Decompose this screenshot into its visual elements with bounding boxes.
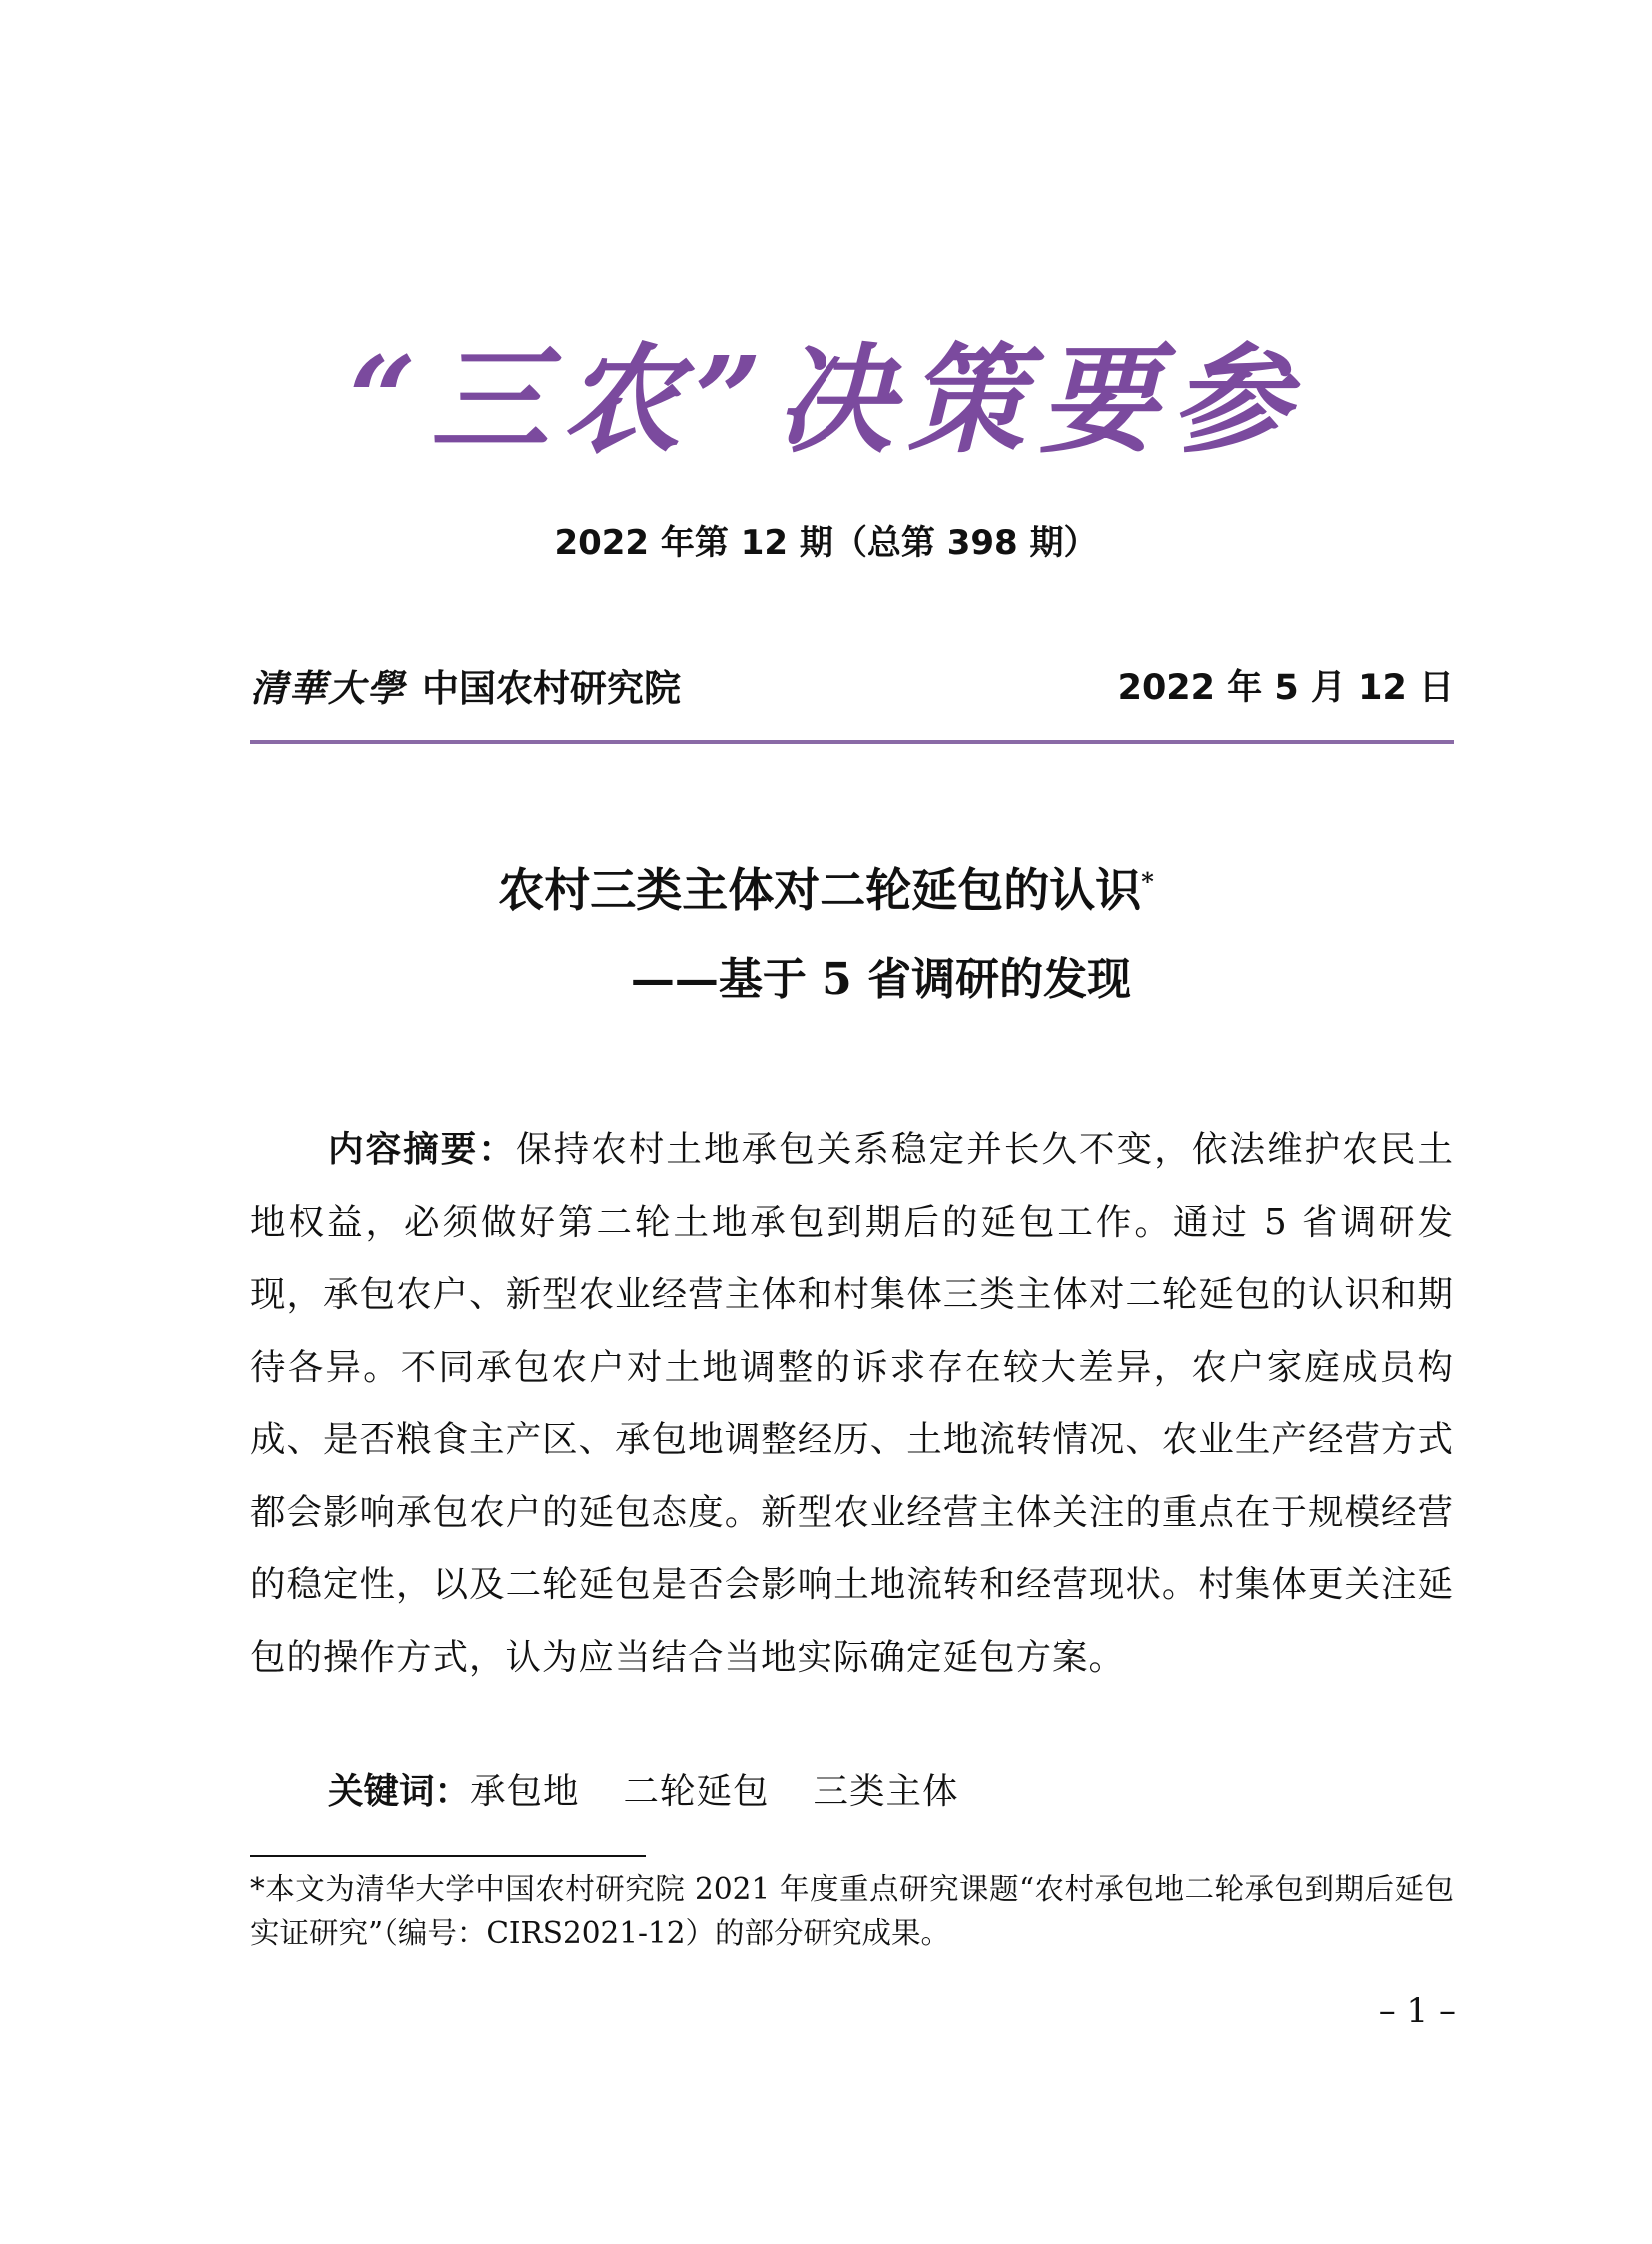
article-subtitle: ——基于 5 省调研的发现	[630, 954, 1132, 1005]
keywords-line	[328, 1762, 1427, 1822]
keywords-label: 关键词：	[328, 1771, 471, 1812]
masthead-title: “三农”决策要参	[348, 330, 1304, 469]
article-title	[0, 855, 1652, 925]
header-divider	[250, 740, 1454, 744]
page-number: – 1 –	[1378, 1991, 1456, 2031]
footnote-marker: *	[1141, 867, 1154, 896]
abstract-text: 保持农村土地承包关系稳定并长久不变，依法维护农民土地权益，必须做好第二轮土地承包到期后的延包工作。通过 5 省调研发现，承包农户、新型农业经营主体和村集体三类主体对二轮延包的认识和期待各异。不同承包农户对土地调整的诉求存在较大差异，农户家庭成员构成、是否粮食主产区、承包地调整经历、土地流转情况、农业生产经营方式都会影响承包农户的延包态度。新型农业经营主体关注的重点在于规模经营的稳定性，以及二轮延包是否会影响土地流转和经营现状。村集体更关注延包的操作方式，认为应当结合当地实际确定延包方案。	[250, 1129, 1454, 1678]
keyword: 承包地	[470, 1771, 580, 1812]
keyword: 二轮延包	[623, 1771, 770, 1812]
abstract-paragraph	[250, 1115, 1454, 1694]
footnote-divider	[250, 1855, 646, 1857]
publication-header	[250, 660, 1454, 716]
publication-date: 2022 年 5 月 12 日	[1117, 668, 1454, 708]
institution-name: 中国农村研究院	[422, 666, 681, 710]
keyword: 三类主体	[813, 1771, 959, 1812]
footnote: *本文为清华大学中国农村研究院 2021 年度重点研究课题“农村承包地二轮承包到期后延包实证研究”（编号：CIRS2021-12）的部分研究成果。	[250, 1872, 1454, 1950]
issue-number: 2022 年第 12 期（总第 398 期）	[554, 523, 1098, 563]
institution-logo: 清華大學	[250, 666, 406, 710]
institution	[250, 660, 681, 716]
abstract-label: 内容摘要：	[328, 1129, 517, 1170]
article-title-text: 农村三类主体对二轮延包的认识	[498, 863, 1142, 917]
